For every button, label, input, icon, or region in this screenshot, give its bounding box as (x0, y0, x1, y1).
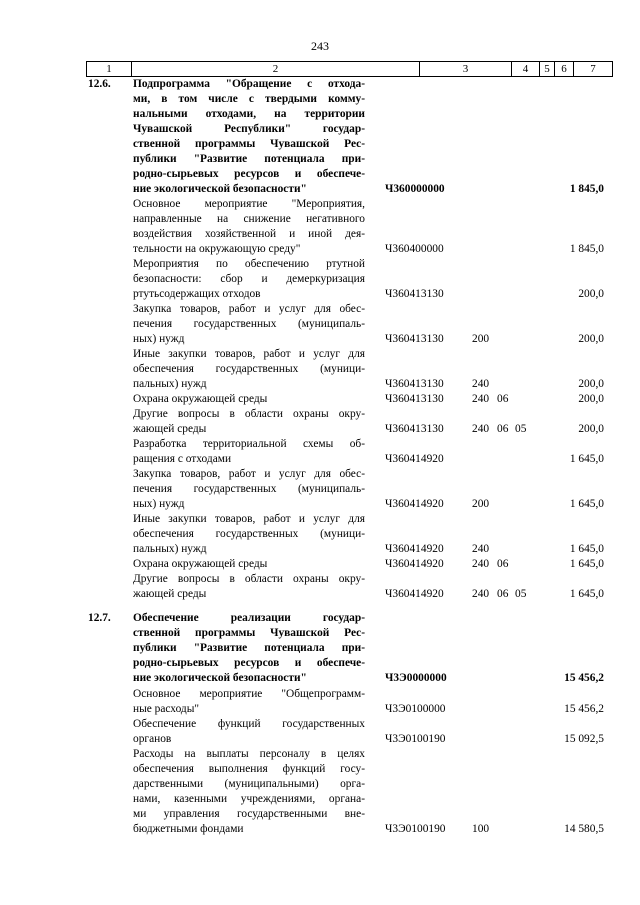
row-name (133, 77, 365, 197)
row-amount: 1 645,0 (569, 543, 604, 555)
row-target-code: Ч3Э0000000 (385, 672, 447, 684)
row-name-line: Разработка территориальной схемы об- (133, 438, 365, 450)
row-target-code: Ч3Э0100000 (385, 703, 446, 715)
row-section: 06 (497, 423, 509, 435)
row-name-line: Основное мероприятие "Общепрограмм- (133, 688, 365, 700)
row-name-line: Другие вопросы в области охраны окру- (133, 573, 365, 585)
row-name (133, 302, 365, 347)
row-name-line: жающей среды (133, 588, 207, 600)
row-amount: 200,0 (578, 423, 604, 435)
row-target-code: Ч360413130 (385, 393, 444, 405)
row-name-line: родно-сырьевых ресурсов и обеспече- (133, 657, 365, 669)
row-name-line: ние экологической безопасности" (133, 183, 307, 195)
row-amount: 1 645,0 (569, 558, 604, 570)
row-expense-type: 240 (472, 558, 490, 570)
row-name (133, 392, 365, 407)
row-name-line: органов (133, 733, 172, 745)
row-name-line: тельности на окружающую среду" (133, 243, 301, 255)
row-amount: 200,0 (578, 378, 604, 390)
row-name-line: нами, казенными учреждениями, органа- (133, 793, 365, 805)
row-name-line: Закупка товаров, работ и услуг для обес- (133, 468, 365, 480)
row-target-code: Ч360414920 (385, 558, 444, 570)
row-name-line: Иные закупки товаров, работ и услуг для (133, 513, 365, 525)
row-name (133, 347, 365, 392)
row-expense-type: 240 (472, 543, 490, 555)
row-target-code: Ч360414920 (385, 543, 444, 555)
row-name-line: Другие вопросы в области охраны окру- (133, 408, 365, 420)
row-section: 06 (497, 393, 509, 405)
row-expense-type: 240 (472, 378, 490, 390)
row-name-line: Обеспечение функций государственных (133, 718, 365, 730)
row-name-line: направленные на снижение негативного (133, 213, 365, 225)
row-name-line: Основное мероприятие "Мероприятия, (133, 198, 365, 210)
row-name (133, 467, 365, 512)
row-amount: 1 845,0 (569, 183, 604, 195)
row-name-line: пальных) нужд (133, 378, 207, 390)
row-name-line: ние экологической безопасности" (133, 672, 307, 684)
row-name-line: воздействия хозяйственной и иной дея- (133, 228, 365, 240)
row-name (133, 687, 365, 717)
row-name-line: Закупка товаров, работ и услуг для обес- (133, 303, 365, 315)
row-name-line: ственной программы Чувашской Рес- (133, 138, 365, 150)
row-number: 12.6. (88, 78, 111, 90)
row-expense-type: 100 (472, 823, 490, 835)
row-amount: 200,0 (578, 333, 604, 345)
row-amount: 200,0 (578, 288, 604, 300)
row-section: 06 (497, 558, 509, 570)
row-amount: 15 456,2 (564, 672, 604, 684)
row-name-line: Мероприятия по обеспечению ртутной (133, 258, 365, 270)
row-name-line: Расходы на выплаты персоналу в целях (133, 748, 365, 760)
row-amount: 1 845,0 (569, 243, 604, 255)
header-col-6: 6 (555, 62, 574, 76)
row-name-line: ных) нужд (133, 333, 185, 345)
row-name-line: Охрана окружающей среды (133, 558, 268, 570)
row-name-line: ми, в том числе с твердыми комму- (133, 93, 365, 105)
row-name-line: бюджетными фондами (133, 823, 244, 835)
page-number: 243 (311, 39, 329, 53)
row-expense-type: 240 (472, 393, 490, 405)
row-subsection: 05 (515, 423, 527, 435)
row-name-line: ных) нужд (133, 498, 185, 510)
row-name-line: безопасности: сбор и демеркуризация (133, 273, 365, 285)
row-name-line: Чувашской Республики" государ- (133, 123, 365, 135)
row-target-code: Ч360414920 (385, 453, 444, 465)
row-target-code: Ч360413130 (385, 423, 444, 435)
header-col-1: 1 (87, 62, 132, 76)
row-name-line: обеспечения государственных (муници- (133, 528, 365, 540)
row-subsection: 05 (515, 588, 527, 600)
row-expense-type: 200 (472, 333, 490, 345)
row-name-line: Охрана окружающей среды (133, 393, 268, 405)
row-name-line: публики "Развитие потенциала при- (133, 642, 365, 654)
row-name (133, 747, 365, 837)
row-amount: 15 456,2 (564, 703, 604, 715)
header-col-3: 3 (420, 62, 512, 76)
header-col-2: 2 (132, 62, 420, 76)
row-name-line: ртутьсодержащих отходов (133, 288, 261, 300)
row-target-code: Ч360413130 (385, 378, 444, 390)
row-name (133, 407, 365, 437)
header-col-5: 5 (540, 62, 555, 76)
row-name-line: Подпрограмма "Обращение с отхода- (133, 78, 365, 90)
row-name-line: обеспечения государственных (муници- (133, 363, 365, 375)
row-expense-type: 240 (472, 423, 490, 435)
row-name-line: печения государственных (муниципаль- (133, 318, 365, 330)
row-amount: 1 645,0 (569, 498, 604, 510)
row-name (133, 557, 365, 572)
row-name-line: родно-сырьевых ресурсов и обеспече- (133, 168, 365, 180)
row-name-line: жающей среды (133, 423, 207, 435)
header-col-7: 7 (590, 63, 596, 75)
row-name-line: ми управления государственными вне- (133, 808, 365, 820)
row-expense-type: 200 (472, 498, 490, 510)
row-target-code: Ч360000000 (385, 183, 445, 195)
row-amount: 1 645,0 (569, 588, 604, 600)
row-name-line: публики "Развитие потенциала при- (133, 153, 365, 165)
row-name (133, 572, 365, 602)
table-header-row (86, 61, 613, 77)
row-name-line: пальных) нужд (133, 543, 207, 555)
row-section: 06 (497, 588, 509, 600)
row-number: 12.7. (88, 612, 111, 624)
row-name-line: ращения с отходами (133, 453, 232, 465)
row-amount: 15 092,5 (564, 733, 604, 745)
row-name-line: Иные закупки товаров, работ и услуг для (133, 348, 365, 360)
row-target-code: Ч3Э0100190 (385, 733, 446, 745)
row-amount: 14 580,5 (564, 823, 604, 835)
row-name-line: обеспечения выполнения функций госу- (133, 763, 365, 775)
row-name (133, 611, 365, 686)
row-expense-type: 240 (472, 588, 490, 600)
row-name (133, 257, 365, 302)
row-target-code: Ч360413130 (385, 288, 444, 300)
row-target-code: Ч3Э0100190 (385, 823, 446, 835)
row-name-line: ные расходы" (133, 703, 200, 715)
row-name (133, 512, 365, 557)
header-col-4: 4 (512, 62, 540, 76)
row-target-code: Ч360414920 (385, 588, 444, 600)
row-name-line: дарственными (муниципальными) орга- (133, 778, 365, 790)
row-name-line: нальными отходами, на территории (133, 108, 365, 120)
row-target-code: Ч360414920 (385, 498, 444, 510)
row-name-line: печения государственных (муниципаль- (133, 483, 365, 495)
row-name-line: ственной программы Чувашской Рес- (133, 627, 365, 639)
row-name (133, 717, 365, 747)
row-target-code: Ч360400000 (385, 243, 444, 255)
row-amount: 200,0 (578, 393, 604, 405)
row-amount: 1 645,0 (569, 453, 604, 465)
row-target-code: Ч360413130 (385, 333, 444, 345)
row-name (133, 437, 365, 467)
row-name-line: Обеспечение реализации государ- (133, 612, 365, 624)
row-name (133, 197, 365, 257)
